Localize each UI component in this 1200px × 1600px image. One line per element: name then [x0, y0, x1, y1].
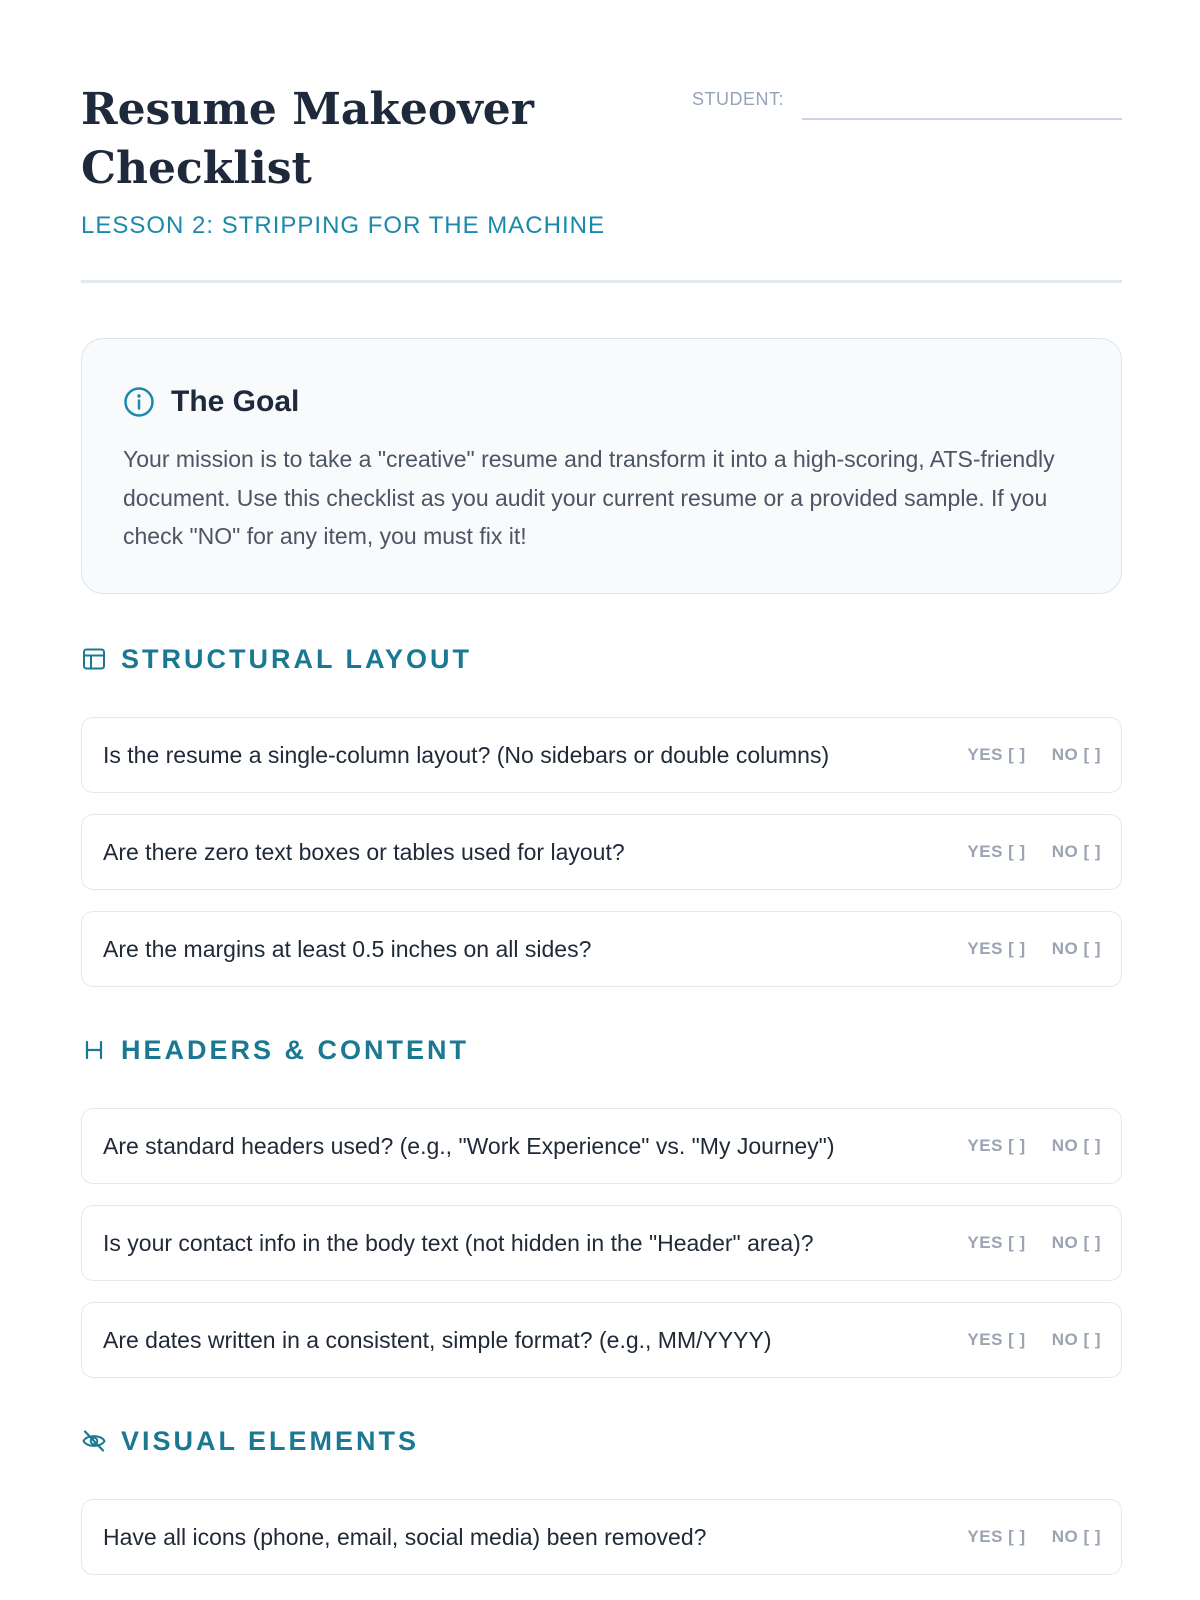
checklist-question: Is your contact info in the body text (not hidden in the "Header" area)?	[103, 1229, 814, 1256]
no-checkbox[interactable]: NO [ ]	[1051, 1330, 1101, 1349]
no-checkbox[interactable]: NO [ ]	[1051, 1527, 1101, 1546]
goal-box	[81, 338, 1122, 594]
checklist-item	[81, 814, 1122, 890]
no-checkbox[interactable]: NO [ ]	[1051, 842, 1101, 861]
heading-icon	[81, 1037, 107, 1063]
goal-heading	[123, 385, 1080, 419]
student-label: STUDENT:	[691, 89, 784, 109]
checklist-item	[81, 1499, 1122, 1575]
yes-checkbox[interactable]: YES [ ]	[967, 745, 1026, 764]
checklist-question: Have all icons (phone, email, social media) been removed?	[103, 1523, 707, 1550]
layout-icon	[81, 646, 107, 672]
checklist-question: Are the margins at least 0.5 inches on all sides?	[103, 935, 592, 962]
student-name-line[interactable]	[802, 88, 1122, 120]
goal-description: Your mission is to take a "creative" resume and transform it into a high-scoring, ATS-friendly document. Use this checklist as you audit your current resume or a provided sample. If you check "NO" for any item, you must fix it!	[123, 446, 1055, 549]
checklist-question: Are standard headers used? (e.g., "Work Experience" vs. "My Journey")	[103, 1132, 835, 1159]
checklist-item	[81, 1108, 1122, 1184]
lesson-subtitle: LESSON 2: STRIPPING FOR THE MACHINE	[81, 212, 605, 239]
no-checkbox[interactable]: NO [ ]	[1051, 745, 1101, 764]
checklist-item	[81, 911, 1122, 987]
no-checkbox[interactable]: NO [ ]	[1051, 939, 1101, 958]
checklist-item	[81, 1302, 1122, 1378]
page-header	[81, 80, 1122, 240]
yes-checkbox[interactable]: YES [ ]	[967, 1527, 1026, 1546]
checklist-question: Are there zero text boxes or tables used for layout?	[103, 838, 625, 865]
yes-checkbox[interactable]: YES [ ]	[967, 1136, 1026, 1155]
yes-checkbox[interactable]: YES [ ]	[967, 842, 1026, 861]
section-structural-layout	[81, 642, 472, 676]
goal-title: The Goal	[171, 385, 300, 418]
checklist-item	[81, 1205, 1122, 1281]
eye-off-icon	[81, 1428, 107, 1454]
checklist-question: Is the resume a single-column layout? (No sidebars or double columns)	[103, 741, 830, 768]
section-title: VISUAL ELEMENTS	[121, 1425, 420, 1456]
checklist-item	[81, 717, 1122, 793]
student-field	[692, 88, 1122, 120]
page-title: Resume Makeover Checklist	[81, 84, 534, 194]
section-headers-content	[81, 1033, 469, 1067]
yes-checkbox[interactable]: YES [ ]	[967, 939, 1026, 958]
info-icon	[123, 386, 155, 418]
yes-checkbox[interactable]: YES [ ]	[967, 1330, 1026, 1349]
yes-checkbox[interactable]: YES [ ]	[967, 1233, 1026, 1252]
checklist-question: Are dates written in a consistent, simple format? (e.g., MM/YYYY)	[103, 1326, 772, 1353]
no-checkbox[interactable]: NO [ ]	[1051, 1136, 1101, 1155]
header-divider	[81, 280, 1122, 283]
no-checkbox[interactable]: NO [ ]	[1051, 1233, 1101, 1252]
section-title: STRUCTURAL LAYOUT	[121, 643, 473, 674]
section-title: HEADERS & CONTENT	[121, 1034, 470, 1065]
section-visual-elements	[81, 1424, 419, 1458]
